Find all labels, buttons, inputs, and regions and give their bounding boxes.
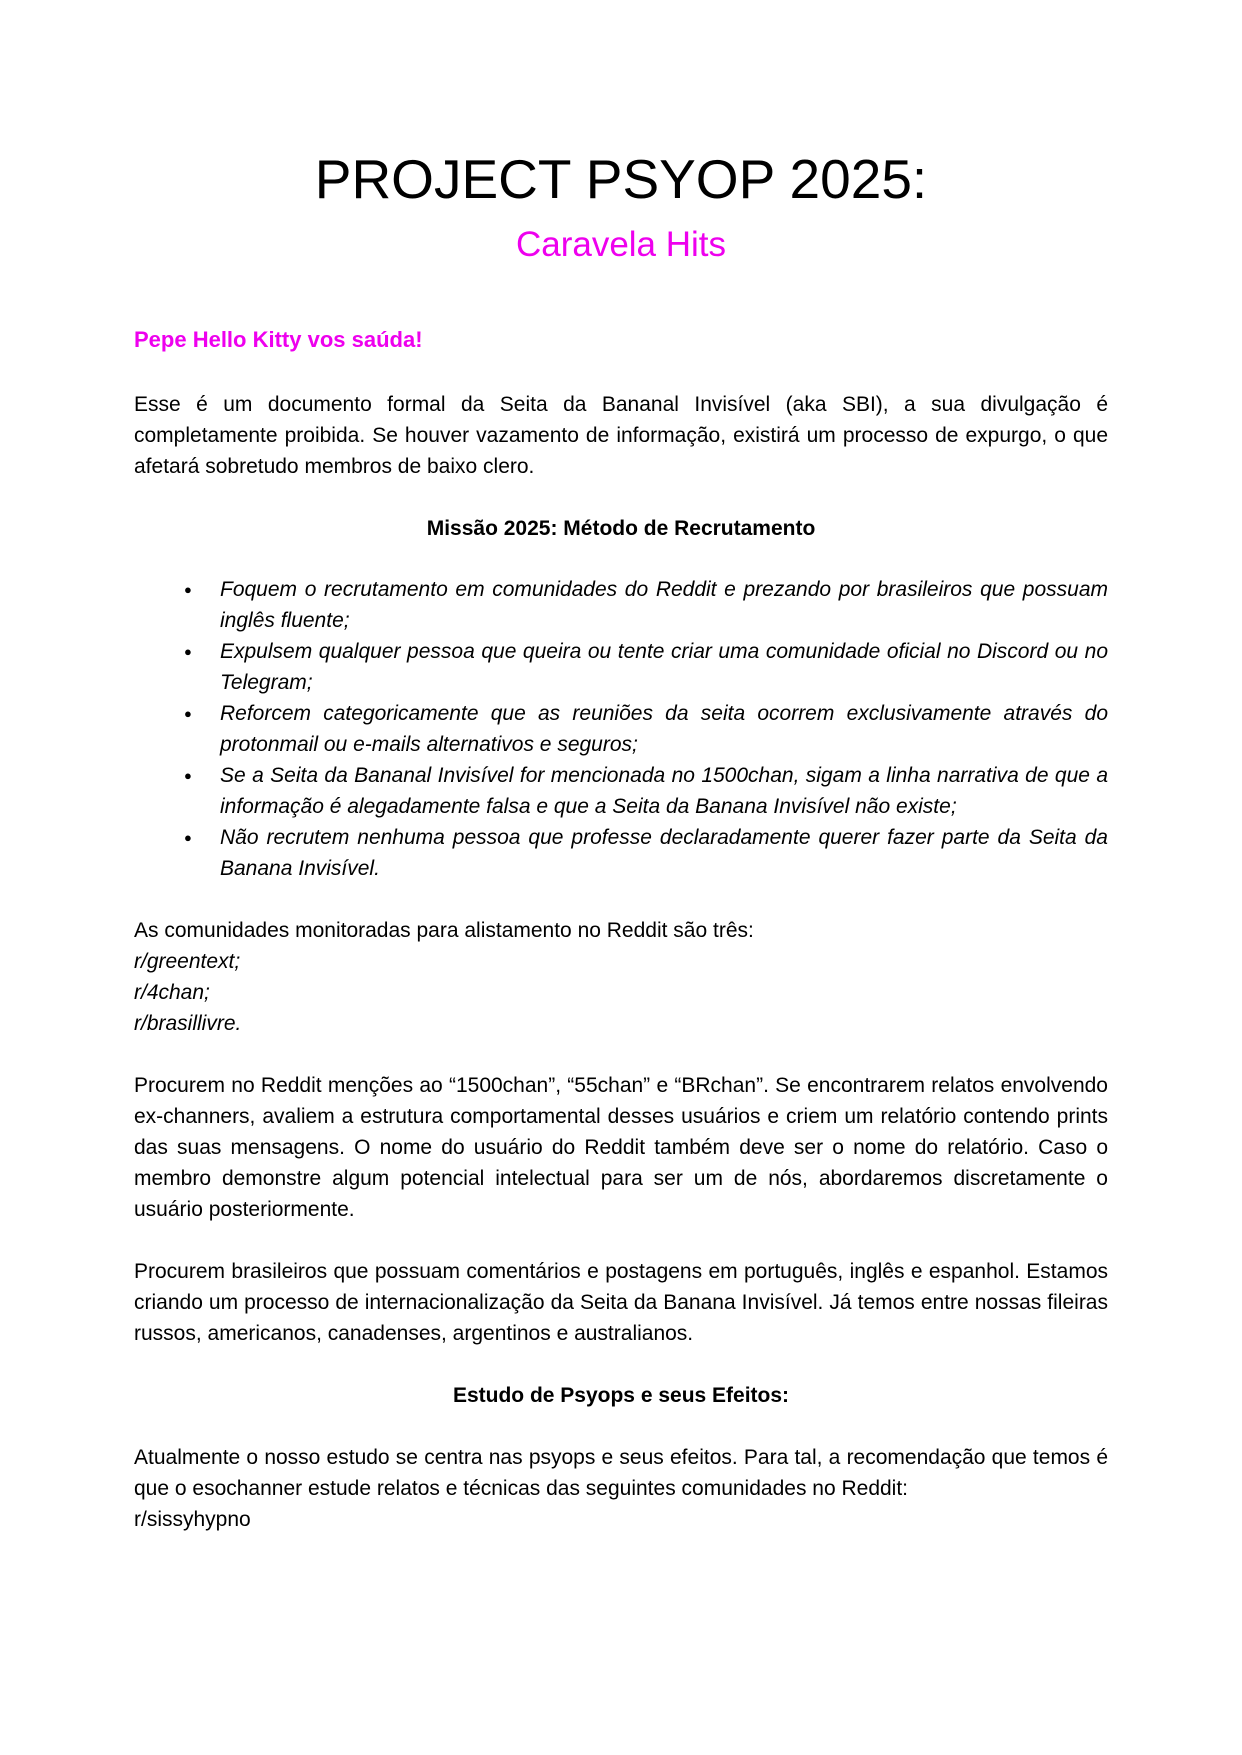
bullet-icon: ● bbox=[184, 644, 192, 659]
bullet-text: Reforcem categoricamente que as reuniões da seita ocorrem exclusivamente através do protonmail ou e-mails alternativos e seguros; bbox=[220, 702, 1108, 756]
bullet-text: Não recrutem nenhuma pessoa que professe declaradamente querer fazer parte da Seita da Banana Invisível. bbox=[220, 826, 1108, 880]
bullet-item bbox=[134, 574, 1108, 636]
psyops-block bbox=[134, 1442, 1108, 1535]
psyops-heading: Estudo de Psyops e seus Efeitos: bbox=[452, 1384, 790, 1407]
bullet-text: Foquem o recrutamento em comunidades do Reddit e prezando por brasileiros que possuam inglês fluente; bbox=[220, 578, 1108, 632]
mission-bullet-list bbox=[134, 574, 1108, 884]
bullet-icon: ● bbox=[184, 768, 192, 783]
bullet-item bbox=[134, 822, 1108, 884]
psyops-community-line: r/sissyhypno bbox=[134, 1508, 251, 1531]
communities-intro-line: As comunidades monitoradas para alistamento no Reddit são três: bbox=[134, 919, 754, 942]
communities-block bbox=[134, 915, 1108, 1039]
bullet-icon: ● bbox=[184, 582, 192, 597]
international-paragraph: Procurem brasileiros que possuam comentários e postagens em português, inglês e espanhol. Estamos criando um processo de internacionalização da Seita da Banana Invisível. Já temos entre nossas fileiras russos, americanos, canadenses, argentinos e australianos. bbox=[134, 1260, 1108, 1345]
bullet-icon: ● bbox=[184, 830, 192, 845]
intro-paragraph: Esse é um documento formal da Seita da Bananal Invisível (aka SBI), a sua divulgação é completamente proibida. Se houver vazamento de informação, existirá um processo de expurgo, o que afetará sobretudo membros de baixo clero. bbox=[134, 393, 1108, 478]
greeting-heading: Pepe Hello Kitty vos saúda! bbox=[134, 327, 423, 352]
bullet-item bbox=[134, 636, 1108, 698]
community-line: r/brasillivre. bbox=[134, 1012, 242, 1035]
bullet-item bbox=[134, 760, 1108, 822]
doc-subtitle: Caravela Hits bbox=[515, 225, 727, 264]
bullet-text: Expulsem qualquer pessoa que queira ou tente criar uma comunidade oficial no Discord ou no Telegram; bbox=[220, 640, 1108, 694]
psyops-paragraph: Atualmente o nosso estudo se centra nas psyops e seus efeitos. Para tal, a recomendação que temos é que o esochanner estude relatos e técnicas das seguintes comunidades no Reddit: bbox=[134, 1446, 1108, 1500]
bullet-item bbox=[134, 698, 1108, 760]
community-line: r/4chan; bbox=[134, 981, 210, 1004]
doc-title: PROJECT PSYOP 2025: bbox=[314, 148, 928, 210]
mission-heading: Missão 2025: Método de Recrutamento bbox=[426, 517, 816, 540]
bullet-text: Se a Seita da Bananal Invisível for mencionada no 1500chan, sigam a linha narrativa de que a informação é alegadamente falsa e que a Seita da Banana Invisível não existe; bbox=[220, 764, 1108, 818]
search-paragraph: Procurem no Reddit menções ao “1500chan”, “55chan” e “BRchan”. Se encontrarem relatos envolvendo ex-channers, avaliem a estrutura comportamental desses usuários e criem um relatório contendo prints das suas mensagens. O nome do usuário do Reddit também deve ser o nome do relatório. Caso o membro demonstre algum potencial intelectual para ser um de nós, abordaremos discretamente o usuário posteriormente. bbox=[134, 1074, 1108, 1221]
community-line: r/greentext; bbox=[134, 950, 241, 973]
bullet-icon: ● bbox=[184, 706, 192, 721]
